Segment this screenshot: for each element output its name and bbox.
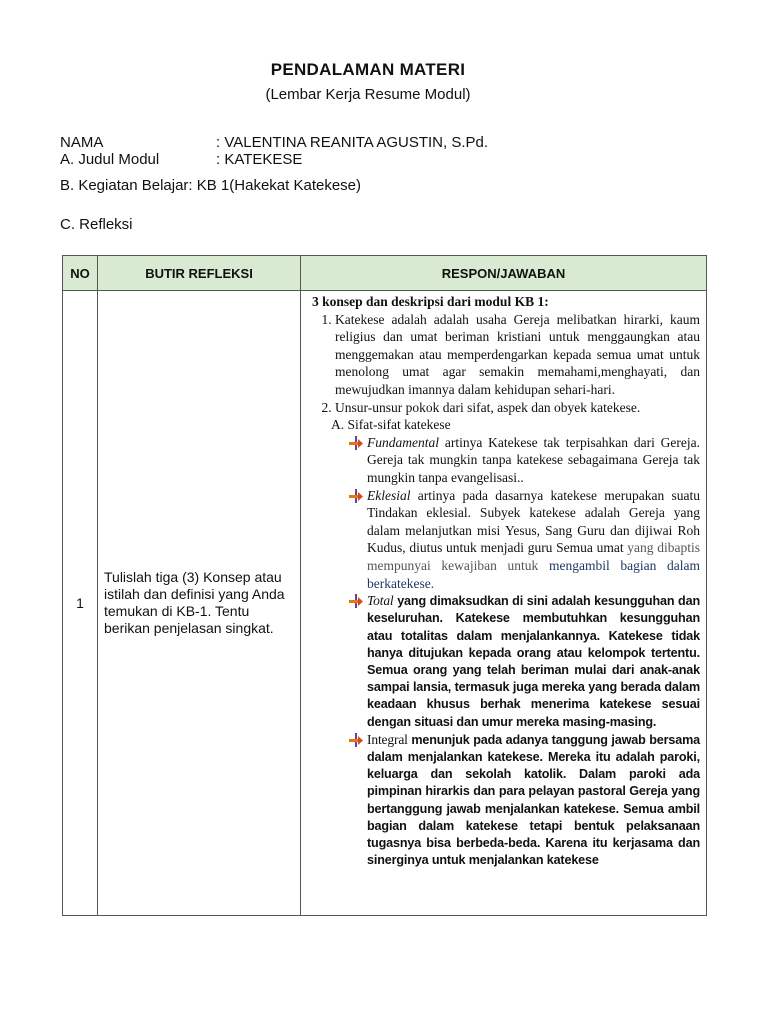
- bullet-eklesial-text: artinya pada dasarnya katekese merupakan suatu Tindakan eklesial. Subyek katekese adalah Gereja yang dalam melanjutkan misi Yesus, Sang Guru dan dijiwai Roh Kudus, diutus untuk menjadi guru Semua umat: [367, 487, 700, 556]
- page-subtitle: (Lembar Kerja Resume Modul): [265, 86, 471, 103]
- kegiatan-label: B. Kegiatan Belajar: [60, 177, 189, 194]
- header-butir: BUTIR REFLEKSI: [98, 256, 301, 291]
- kegiatan-row: [60, 177, 361, 195]
- refleksi-label: C. Refleksi: [60, 216, 133, 233]
- bullet-eklesial-navy: mengambil bagian dalam berkatekese.: [367, 557, 700, 591]
- sub-heading-a: A. Sifat-sifat katekese: [331, 417, 451, 433]
- respon-heading: 3 konsep dan deskripsi dari modul KB 1:: [312, 294, 549, 309]
- row-number: 1: [63, 291, 98, 916]
- nama-row: [60, 134, 488, 152]
- bullet-fundamental-term: Fundamental: [367, 434, 439, 450]
- row-respon: [301, 291, 707, 916]
- header-respon: RESPON/JAWABAN: [301, 256, 707, 291]
- arrow-cross-bullet-icon: [349, 594, 363, 608]
- bullet-integral-term: Integral: [367, 731, 408, 747]
- judul-label: A. Judul Modul: [60, 151, 160, 168]
- kegiatan-value: : KB 1(Hakekat Katekese): [188, 177, 362, 194]
- page-title: PENDALAMAN MATERI: [270, 60, 466, 79]
- bullet-total: [349, 592, 700, 731]
- arrow-cross-bullet-icon: [349, 733, 363, 747]
- bullet-eklesial: [349, 487, 700, 593]
- bullet-fundamental-text: artinya Katekese tak terpisahkan dari Gereja. Gereja tak mungkin tanpa katekese sebagaimana Gereja tak mungkin tanpa evangelisasi..: [367, 434, 700, 485]
- header-no: NO: [63, 256, 98, 291]
- bullet-eklesial-term: Eklesial: [367, 487, 411, 503]
- arrow-cross-bullet-icon: [349, 436, 363, 450]
- judul-value: : KATEKESE: [216, 151, 303, 168]
- refleksi-table: [62, 255, 707, 916]
- bullet-total-term: Total: [367, 593, 394, 609]
- judul-row: [60, 151, 302, 169]
- respon-item-2-text: Unsur-unsur pokok dari sifat, aspek dan obyek katekese.: [335, 399, 641, 415]
- respon-item-1: 1. Katekese adalah adalah usaha Gereja melibatkan hirarki, kaum religius dan umat beriman kristiani untuk menggaungkan atau menggemakan atau memperdengarkan kepada semua umat untuk menolong umat agar semakin memahami,menghayati, dan mewujudkan imannya dalam kehidupan sehari-hari.: [335, 311, 700, 399]
- respon-item-2: [335, 399, 700, 417]
- arrow-cross-bullet-icon: [349, 489, 363, 503]
- bullet-integral-text: menunjuk pada adanya tanggung jawab bersama dalam menjalankan katekese. Mereka itu adalah paroki, keluarga dan sekolah katolik. Dalam paroki ada pimpinan hirarkis dan para pelayan pastoral Gereja yang bertanggung jawab menjalankan katekese. Semua ambil bagian dalam katekese tetapi bentuk pelaksanaan tugasnya bisa berbeda-beda. Karena itu kerjasama dan sinerginya untuk menjalankan katekese: [367, 732, 700, 868]
- row-butir: Tulislah tiga (3) Konsep atau istilah dan definisi yang Anda temukan di KB-1. Tentu berikan penjelasan singkat.: [98, 291, 301, 916]
- bullet-fundamental: [349, 434, 700, 487]
- table-header-row: [63, 256, 707, 291]
- bullet-eklesial-gray: yang dibaptis mempunyai kewajiban untuk: [367, 540, 700, 573]
- nama-value: : VALENTINA REANITA AGUSTIN, S.Pd.: [216, 134, 489, 151]
- bullet-total-text: yang dimaksudkan di sini adalah kesungguhan dan keseluruhan. Katekese membutuhkan kesungguhan atau totalitas dalam menjalankannya. Katekese tidak hanya ditujukan kepada orang atau kelompok tertentu. Semua orang yang telah beriman mulai dari anak-anak sampai lansia, termasuk juga mereka yang berada dalam keadaan khusus berhak menerima katekese sesuai dengan situasi dan umur mereka masing-masing.: [367, 594, 700, 729]
- nama-label: NAMA: [60, 134, 104, 151]
- table-row: [63, 291, 707, 916]
- bullet-integral: [349, 731, 700, 870]
